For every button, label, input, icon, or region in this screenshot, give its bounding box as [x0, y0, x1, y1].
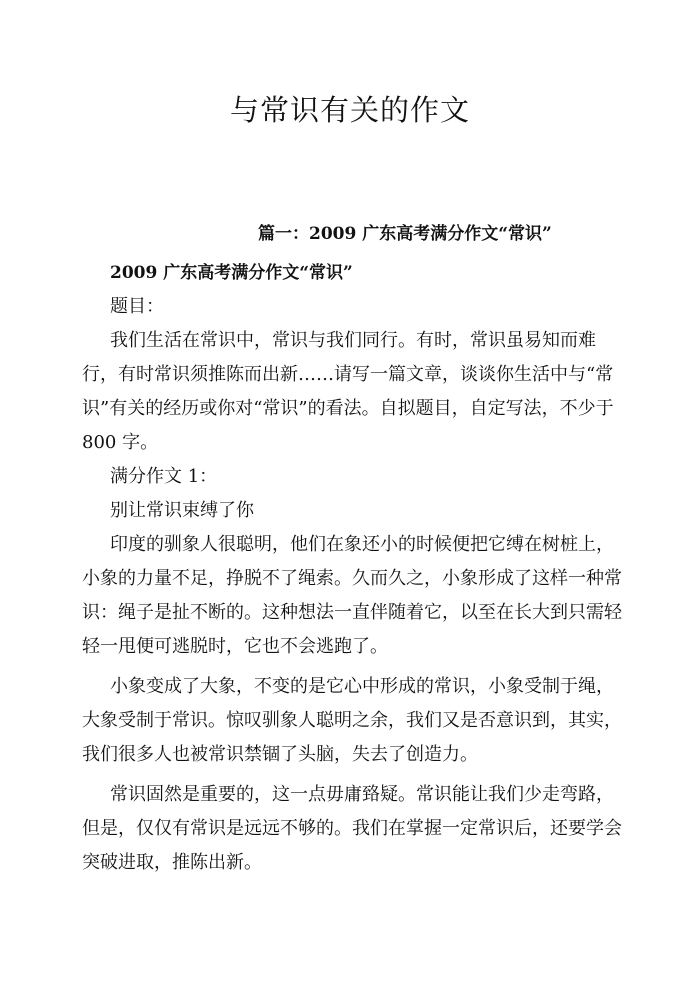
paragraph-essay-title: 别让常识束缚了你 — [110, 500, 254, 521]
paragraph-heading: 2009 广东高考满分作文“常识” — [110, 263, 353, 283]
paragraph-prompt: 我们生活在常识中，常识与我们同行。有时，常识虽易知而难行，有时常识须推陈而出新……请写一篇文章，谈谈你生活中与“常识”有关的经历或你对“常识”的看法。自拟题目，自定写法，不少于 800 字。 — [82, 330, 614, 453]
paragraph-essay-label: 满分作文 1： — [110, 466, 218, 487]
document-title: 与常识有关的作文 — [229, 93, 470, 127]
paragraph-body-2: 小象变成了大象，不变的是它心中形成的常识，小象受制于绳，大象受制于常识。惊叹驯象人聪明之余，我们又是否意识到，其实，我们很多人也被常识禁锢了头脑，失去了创造力。 — [82, 676, 622, 765]
paragraph-body-3: 常识固然是重要的，这一点毋庸臵疑。常识能让我们少走弯路，但是，仅仅有常识是远远不够的。我们在掌握一定常识后，还要学会突破进取，推陈出新。 — [82, 784, 622, 873]
document-subtitle: 篇一：2009 广东高考满分作文“常识” — [258, 224, 552, 244]
paragraph-body-1: 印度的驯象人很聪明，他们在象还小的时候便把它缚在树桩上，小象的力量不足，挣脱不了绳索。久而久之，小象形成了这样一种常识：绳子是扯不断的。这种想法一直伴随着它，以至在长大到只需轻轻一甩便可逃脱时，它也不会逃跑了。 — [82, 534, 622, 657]
document-body — [82, 256, 627, 880]
paragraph-prompt-label: 题目： — [110, 296, 164, 317]
